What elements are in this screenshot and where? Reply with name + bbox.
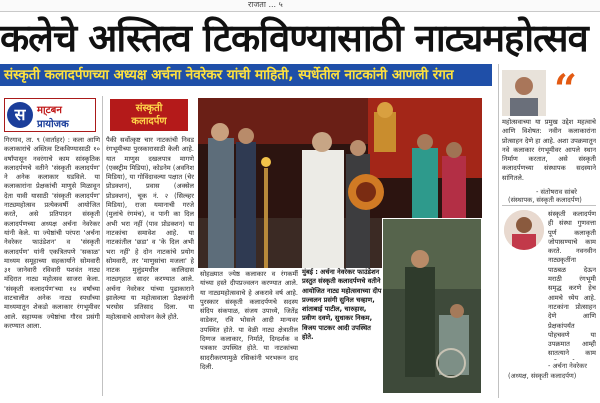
stage-performance-photo [382,218,482,394]
signer-2-name: - अर्चना नेवरेकर [548,362,587,370]
logo-line2: कलादर्पण [131,116,167,127]
signer-2-role: (अध्यक्ष, संस्कृती कलादर्पण) [508,372,577,380]
sponsor-logo-line1: मा्टबन [37,105,62,116]
quote-text-1: महोत्सवाच्या या प्रमुख उद्देश महत्वाचे आणि विशेषत: नवीन कलाकारांना प्रोत्साहन देणे हा आहे. अशा उपक्रमातून नवे कलाकार रंगभूमीवर आपले स्थान निर्माण करतात, असे संस्कृती कलादर्पणच्या संस्थापक सदस्याने सांगितले. [502,118,596,182]
article-column-1: गिरगाव, ता. ९ (वार्ताहर) : कला आणि कलाकारांचे अस्तित्व टिकविण्यासाठी १० वर्षांपासून नवरंगाचे काम सांस्कृतिक कलादर्पणचे वतीने 'संस्कृती कलादर्पण' ने अनेक कलाकार घडविले. या कलाकारांना प्रेक्षकांची माणुसे मिळावून देता यावी यासाठी 'संस्कृती कलादर्पण' नाट्यमहोत्सव प्रत्येकवर्षी आयोजित करते, असे प्रतिपादन संस्कृती कलादर्पणच्या अध्यक्ष अर्चना नेवरेकर यांनी केले. या ज्येष्ठांची परंपरा 'अर्चना नेवरेकर फाउंडेशन' व 'संस्कृती कलादर्पण' यांनी एकत्रितपणे 'सकाळ' माध्यम समूहाच्या सहकार्याने सोमवारी ३१ जानेवारी रविवारी यशवंत नाट्य मंदिरात नाट्य महोत्सव साजरा केला. 'संस्कृती कलादर्पण'च्या १४ वर्षांच्या वाटचालीत अनेक नाट्य स्पर्धांच्या माध्यमातून शेकडो कलाकार रंगभूमीवर आले. सहाय्यक ज्येष्ठांचा गौरव प्रसंगी करण्यात आला. [4,136,100,330]
signer-1-name: - संतोषराव सांबरे [536,188,578,196]
logo-line1: संस्कृती [135,103,163,114]
sanskruti-kaladarpan-logo [110,99,188,131]
sponsor-logo-line2: प्रायोजक [37,119,69,130]
photo-caption [302,268,382,394]
quote-text-2: संस्कृती कलादर्पण ही संस्था गुणवत्ता पूर्ण कलाकृती जोपासण्याचे काम करते. नवनवीन नाट्यकृतींना पाठबळ देऊन मराठी रंगभूमी समृद्ध करणे हेच आमचे ध्येय आहे. नाटकांना प्रोत्साहन देणे आणि प्रेक्षकांपर्यंत पोहचवणे या उपक्रमात आम्ही सातत्याने काम [548,210,596,358]
mataband-sponsor-logo [4,98,96,132]
right-column-divider [498,64,499,398]
top-strip [0,0,600,12]
subhead: संस्कृती कलादर्पणच्या अध्यक्ष अर्चना नेवरेकर यांची माहिती, स्पर्धेतील नाटकांनी आणली रंगत [0,64,492,86]
portrait-photo-1 [502,70,546,116]
article-column-3: सोहळ्यात ज्येष्ठ कलाकार व रंगकर्मी यांच्या हस्ते दीपप्रज्वलन करण्यात आले. या नाट्यमहोत्सवाचे हे अकरावे वर्ष आहे. पुरस्कार संस्कृती कलादर्पणचे सदस्य संदिप संकपाळ, संजय उपाध्ये, जितेंद्र वाडेकर, रवि भोसले आदी मान्यवर उपस्थित होते. या वेळी नाट्य क्षेत्रातील दिग्गज कलाकार, निर्माते, दिग्दर्शक व पत्रकार उपस्थित होते. या नाटकांच्या सादरीकरणामुळे रसिकांनी भरभरून दाद दिली. [200,270,298,371]
sponsor-logo-icon: स [7,102,33,128]
headline: कलेचे अस्तित्व टिकविण्यासाठी नाट्यमहोत्सव [0,16,588,60]
quote-icon: “ [554,66,578,113]
top-strip-text: राजता ... ५ [248,0,283,9]
signer-1-role: (संस्थापक, संस्कृती कलादर्पण) [508,196,582,204]
column-divider [102,96,103,396]
caption-text: मुंबई : अर्चना नेवरेकर फाउंडेशन प्रस्तुत संस्कृती कलादर्पणचे वतीने आयोजित नाट्य महोत्सवाच्या दीप प्रज्वलन प्रसंगी सुनिल चव्हाण, शांताबाई पाटील, चारुहास, प्रवीण दवणे, सुधाकर निकम, विजय पाटकर आदी उपस्थित होते. [302,268,382,342]
article-column-2: पैकी सर्वोत्कृष्ट चार नाटकांची निवड रंगभूमीच्या पुरस्कारासाठी केली आहे. यात माणुस दखलपात्र मागणे (एक्स्ट्रीम मिडिया), कोडनेम (अवनिश मिडिया), या गोविंदावल्या पक्षात (चेर प्रोडक्शन), प्रवास (अक्सेल प्रोडक्शन), चूक नं. २ (सिल्व्हर मिडिया), राजा यमानाची गरजे (मुलांचे रंगमंच), व पानी का दिल अभी भरा नहीं (पाव प्रोडक्शन) या नाटकांचा समावेश आहे. या नाटकांतील 'छडा' व 'के दिल अभी भरा नहीं' हे दोन नाटकांचे प्रयोग सोमवारी, तर 'माणुसांचा मजला' हे नाटक मुलुंडमधील कालिदास नाट्यगृहात सादर करण्यात आले. अर्चना नेवरेकर यांच्या पुढाकाराने झालेल्या या महोत्सवाला प्रेक्षकांनी भरघोस प्रतिसाद दिला. या महोत्सवाचे आयोजन केले होते. [106,136,194,321]
divider [502,205,596,206]
